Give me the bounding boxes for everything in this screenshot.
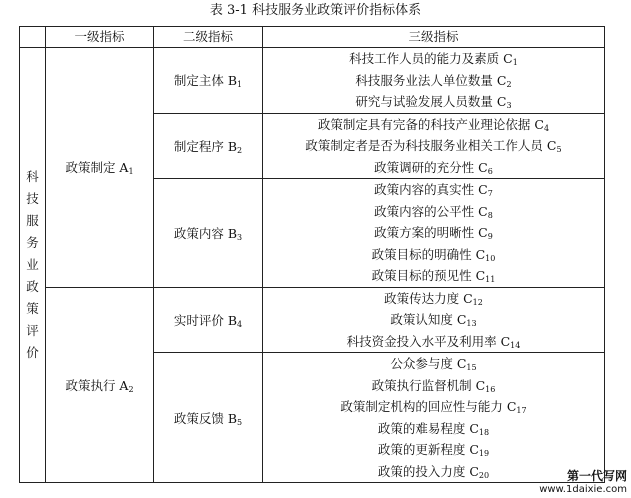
level3-text: 政策调研的充分性 C <box>374 159 488 175</box>
level2-subscript: 2 <box>237 145 243 155</box>
level3-item <box>263 201 604 223</box>
level3-item <box>263 288 604 310</box>
level3-item <box>263 179 604 201</box>
level3-text: 政策认知度 C <box>390 312 467 327</box>
level3-item <box>263 114 604 136</box>
level3-text: 政策传达力度 C <box>384 290 473 306</box>
level3-item <box>263 353 604 375</box>
level2-cell <box>154 353 263 483</box>
level3-subscript: 17 <box>516 406 527 415</box>
level3-cell <box>263 113 605 179</box>
level3-item <box>263 418 604 440</box>
root-label-char: 服 <box>26 213 39 228</box>
level3-subscript: 18 <box>478 427 490 437</box>
level3-subscript: 14 <box>510 340 521 350</box>
level3-item <box>263 48 604 70</box>
root-label-char: 科 <box>26 169 39 184</box>
level3-text: 政策的投入力度 C <box>377 463 479 479</box>
level3-item <box>263 309 604 331</box>
level3-subscript: 15 <box>466 363 477 372</box>
level2-subscript: 4 <box>237 319 243 329</box>
root-label-char: 策 <box>26 301 39 316</box>
indicator-table <box>19 26 605 483</box>
level1-label: 政策执行 A <box>65 377 129 393</box>
level3-cell <box>263 353 605 483</box>
level2-subscript: 1 <box>237 80 243 90</box>
watermark-title: 第一代写网 <box>566 469 627 483</box>
level3-subscript: 8 <box>487 210 493 220</box>
level3-cell <box>263 179 605 288</box>
level3-subscript: 20 <box>478 470 490 480</box>
level3-cell <box>263 48 605 114</box>
level3-subscript: 7 <box>487 189 493 198</box>
watermark <box>537 470 627 496</box>
level3-subscript: 19 <box>478 449 490 458</box>
root-label-cell <box>20 48 46 483</box>
level2-subscript: 3 <box>237 232 243 242</box>
level3-text: 政策目标的预见性 C <box>371 268 486 283</box>
level1-subscript: 1 <box>128 167 134 177</box>
level3-text: 政策的更新程度 C <box>377 442 479 457</box>
level3-item <box>263 70 604 92</box>
level3-subscript: 13 <box>466 319 477 328</box>
level3-subscript: 2 <box>506 79 512 89</box>
header-row <box>20 27 605 48</box>
level2-label: 制定主体 B <box>173 73 238 89</box>
level3-item <box>263 244 604 266</box>
level3-text: 公众参与度 C <box>390 356 467 371</box>
level2-label: 政策内容 B <box>173 225 238 241</box>
level3-item <box>263 331 604 353</box>
level1-cell <box>46 287 154 483</box>
level3-item <box>263 439 604 461</box>
level2-cell <box>154 48 263 114</box>
level3-text: 政策执行监督机制 C <box>371 377 486 393</box>
level2-cell <box>154 113 263 179</box>
level3-item <box>263 91 604 113</box>
level3-text: 政策方案的明晰性 C <box>374 225 488 240</box>
root-label-char: 政 <box>26 279 39 294</box>
level1-subscript: 2 <box>128 384 134 394</box>
level3-item <box>263 135 604 157</box>
level3-subscript: 10 <box>485 253 496 263</box>
root-label-char: 评 <box>26 323 39 338</box>
level3-subscript: 16 <box>485 384 496 394</box>
level3-subscript: 4 <box>543 123 550 133</box>
level3-subscript: 12 <box>472 297 483 307</box>
level3-text: 政策内容的真实性 C <box>374 182 488 197</box>
level3-cell <box>263 287 605 353</box>
watermark-url: www.1daixie.com <box>539 484 627 495</box>
root-label-char: 价 <box>26 345 39 360</box>
level3-text: 政策的难易程度 C <box>377 420 479 436</box>
level3-text: 政策制定具有完备的科技产业理论依据 C <box>317 116 544 132</box>
level2-subscript: 5 <box>237 417 243 427</box>
level1-cell <box>46 48 154 288</box>
level2-label: 实时评价 B <box>173 312 238 328</box>
level3-text: 政策制定者是否为科技服务业相关工作人员 C <box>305 138 557 153</box>
root-label-char: 务 <box>26 235 39 250</box>
level3-text: 科技资金投入水平及利用率 C <box>346 333 511 349</box>
table-caption: 表 3-1 科技服务业政策评价指标体系 <box>209 3 422 18</box>
level3-text: 科技服务业法人单位数量 C <box>355 72 507 88</box>
level3-subscript: 3 <box>506 101 512 110</box>
header-root <box>20 27 46 48</box>
level3-text: 政策制定机构的回应性与能力 C <box>340 399 517 414</box>
level3-subscript: 5 <box>556 145 562 154</box>
level2-label: 政策反馈 B <box>173 410 238 426</box>
level3-item <box>263 265 604 287</box>
level3-text: 政策内容的公平性 C <box>374 203 488 219</box>
root-label-char: 技 <box>26 191 39 206</box>
level3-subscript: 1 <box>512 58 518 67</box>
level3-subscript: 11 <box>485 275 496 284</box>
level3-item <box>263 396 604 418</box>
level2-label: 制定程序 B <box>173 138 238 154</box>
level3-subscript: 6 <box>487 166 493 176</box>
level3-subscript: 9 <box>487 232 493 241</box>
level2-cell <box>154 179 263 288</box>
table-row <box>20 48 605 114</box>
header-level1: 一级指标 <box>46 27 154 48</box>
level3-text: 研究与试验发展人员数量 C <box>355 94 507 109</box>
level3-item <box>263 222 604 244</box>
level3-text: 科技工作人员的能力及素质 C <box>349 51 513 66</box>
level2-cell <box>154 287 263 353</box>
level3-item <box>263 375 604 397</box>
level3-item <box>263 157 604 179</box>
table-row <box>20 287 605 353</box>
level1-label: 政策制定 A <box>65 160 129 176</box>
level3-text: 政策目标的明确性 C <box>371 246 486 262</box>
root-label-char: 业 <box>26 257 39 272</box>
header-level3: 三级指标 <box>263 27 605 48</box>
header-level2: 二级指标 <box>154 27 263 48</box>
